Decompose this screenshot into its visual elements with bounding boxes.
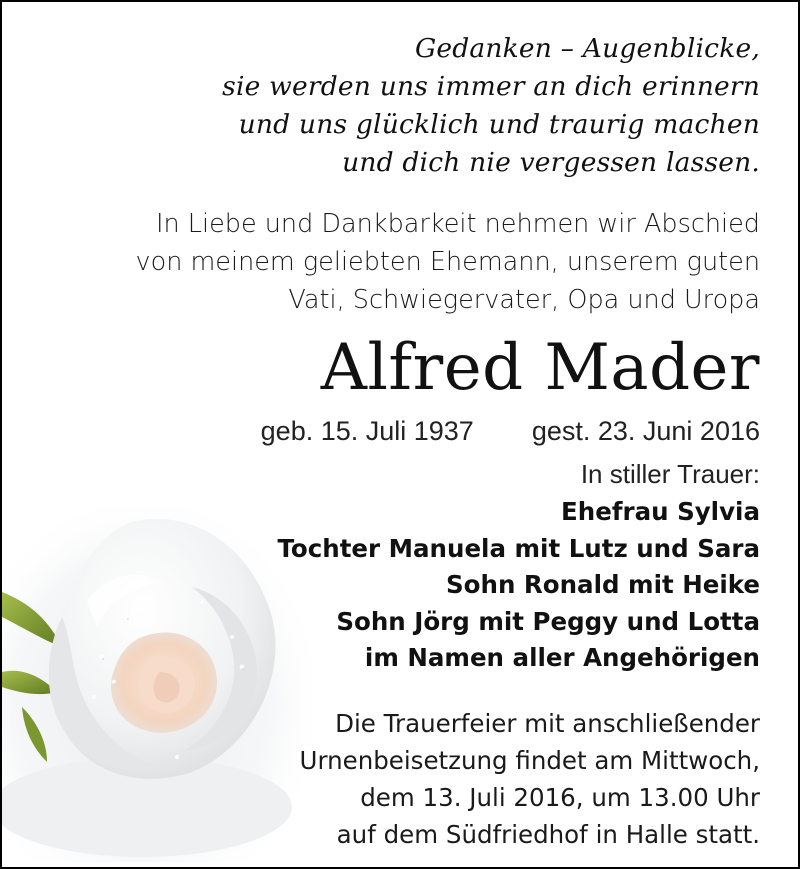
- poem-line: sie werden uns immer an dich erinnern: [222, 71, 760, 102]
- intro-block: [136, 205, 761, 319]
- poem-line: Gedanken – Augenblicke,: [414, 33, 760, 64]
- mourner-name: Ehefrau Sylvia: [561, 497, 760, 526]
- death-date: gest. 23. Juni 2016: [531, 416, 760, 446]
- intro-line: In Liebe und Dankbarkeit nehmen wir Abschied: [156, 209, 760, 239]
- poem-line: und dich nie vergessen lassen.: [342, 147, 760, 178]
- service-info: [300, 705, 760, 853]
- intro-line: von meinem geliebten Ehemann, unserem guten: [135, 247, 760, 277]
- intro-line: Vati, Schwiegervater, Opa und Uropa: [288, 285, 760, 315]
- service-line: auf dem Südfriedhof in Halle statt.: [336, 820, 760, 849]
- mourner-name: Sohn Jörg mit Peggy und Lotta: [336, 606, 760, 636]
- life-dates: [261, 413, 760, 449]
- mourners-list: [277, 494, 760, 677]
- mourner-name: Tochter Manuela mit Lutz und Sara: [277, 533, 760, 563]
- poem-block: [222, 30, 760, 182]
- service-line: Die Trauerfeier mit anschließender: [335, 709, 760, 738]
- deceased-name: Alfred Mader: [320, 331, 760, 405]
- birth-date: geb. 15. Juli 1937: [260, 416, 474, 446]
- poem-line: und uns glücklich und traurig machen: [238, 109, 760, 140]
- service-line: dem 13. Juli 2016, um 13.00 Uhr: [360, 783, 760, 812]
- mourners-heading: In stiller Trauer:: [580, 459, 760, 489]
- service-line: Urnenbeisetzung findet am Mittwoch,: [299, 746, 760, 775]
- mourner-name: im Namen aller Angehörigen: [364, 643, 760, 672]
- white-rose-icon: [2, 507, 312, 862]
- mourner-name: Sohn Ronald mit Heike: [446, 570, 760, 599]
